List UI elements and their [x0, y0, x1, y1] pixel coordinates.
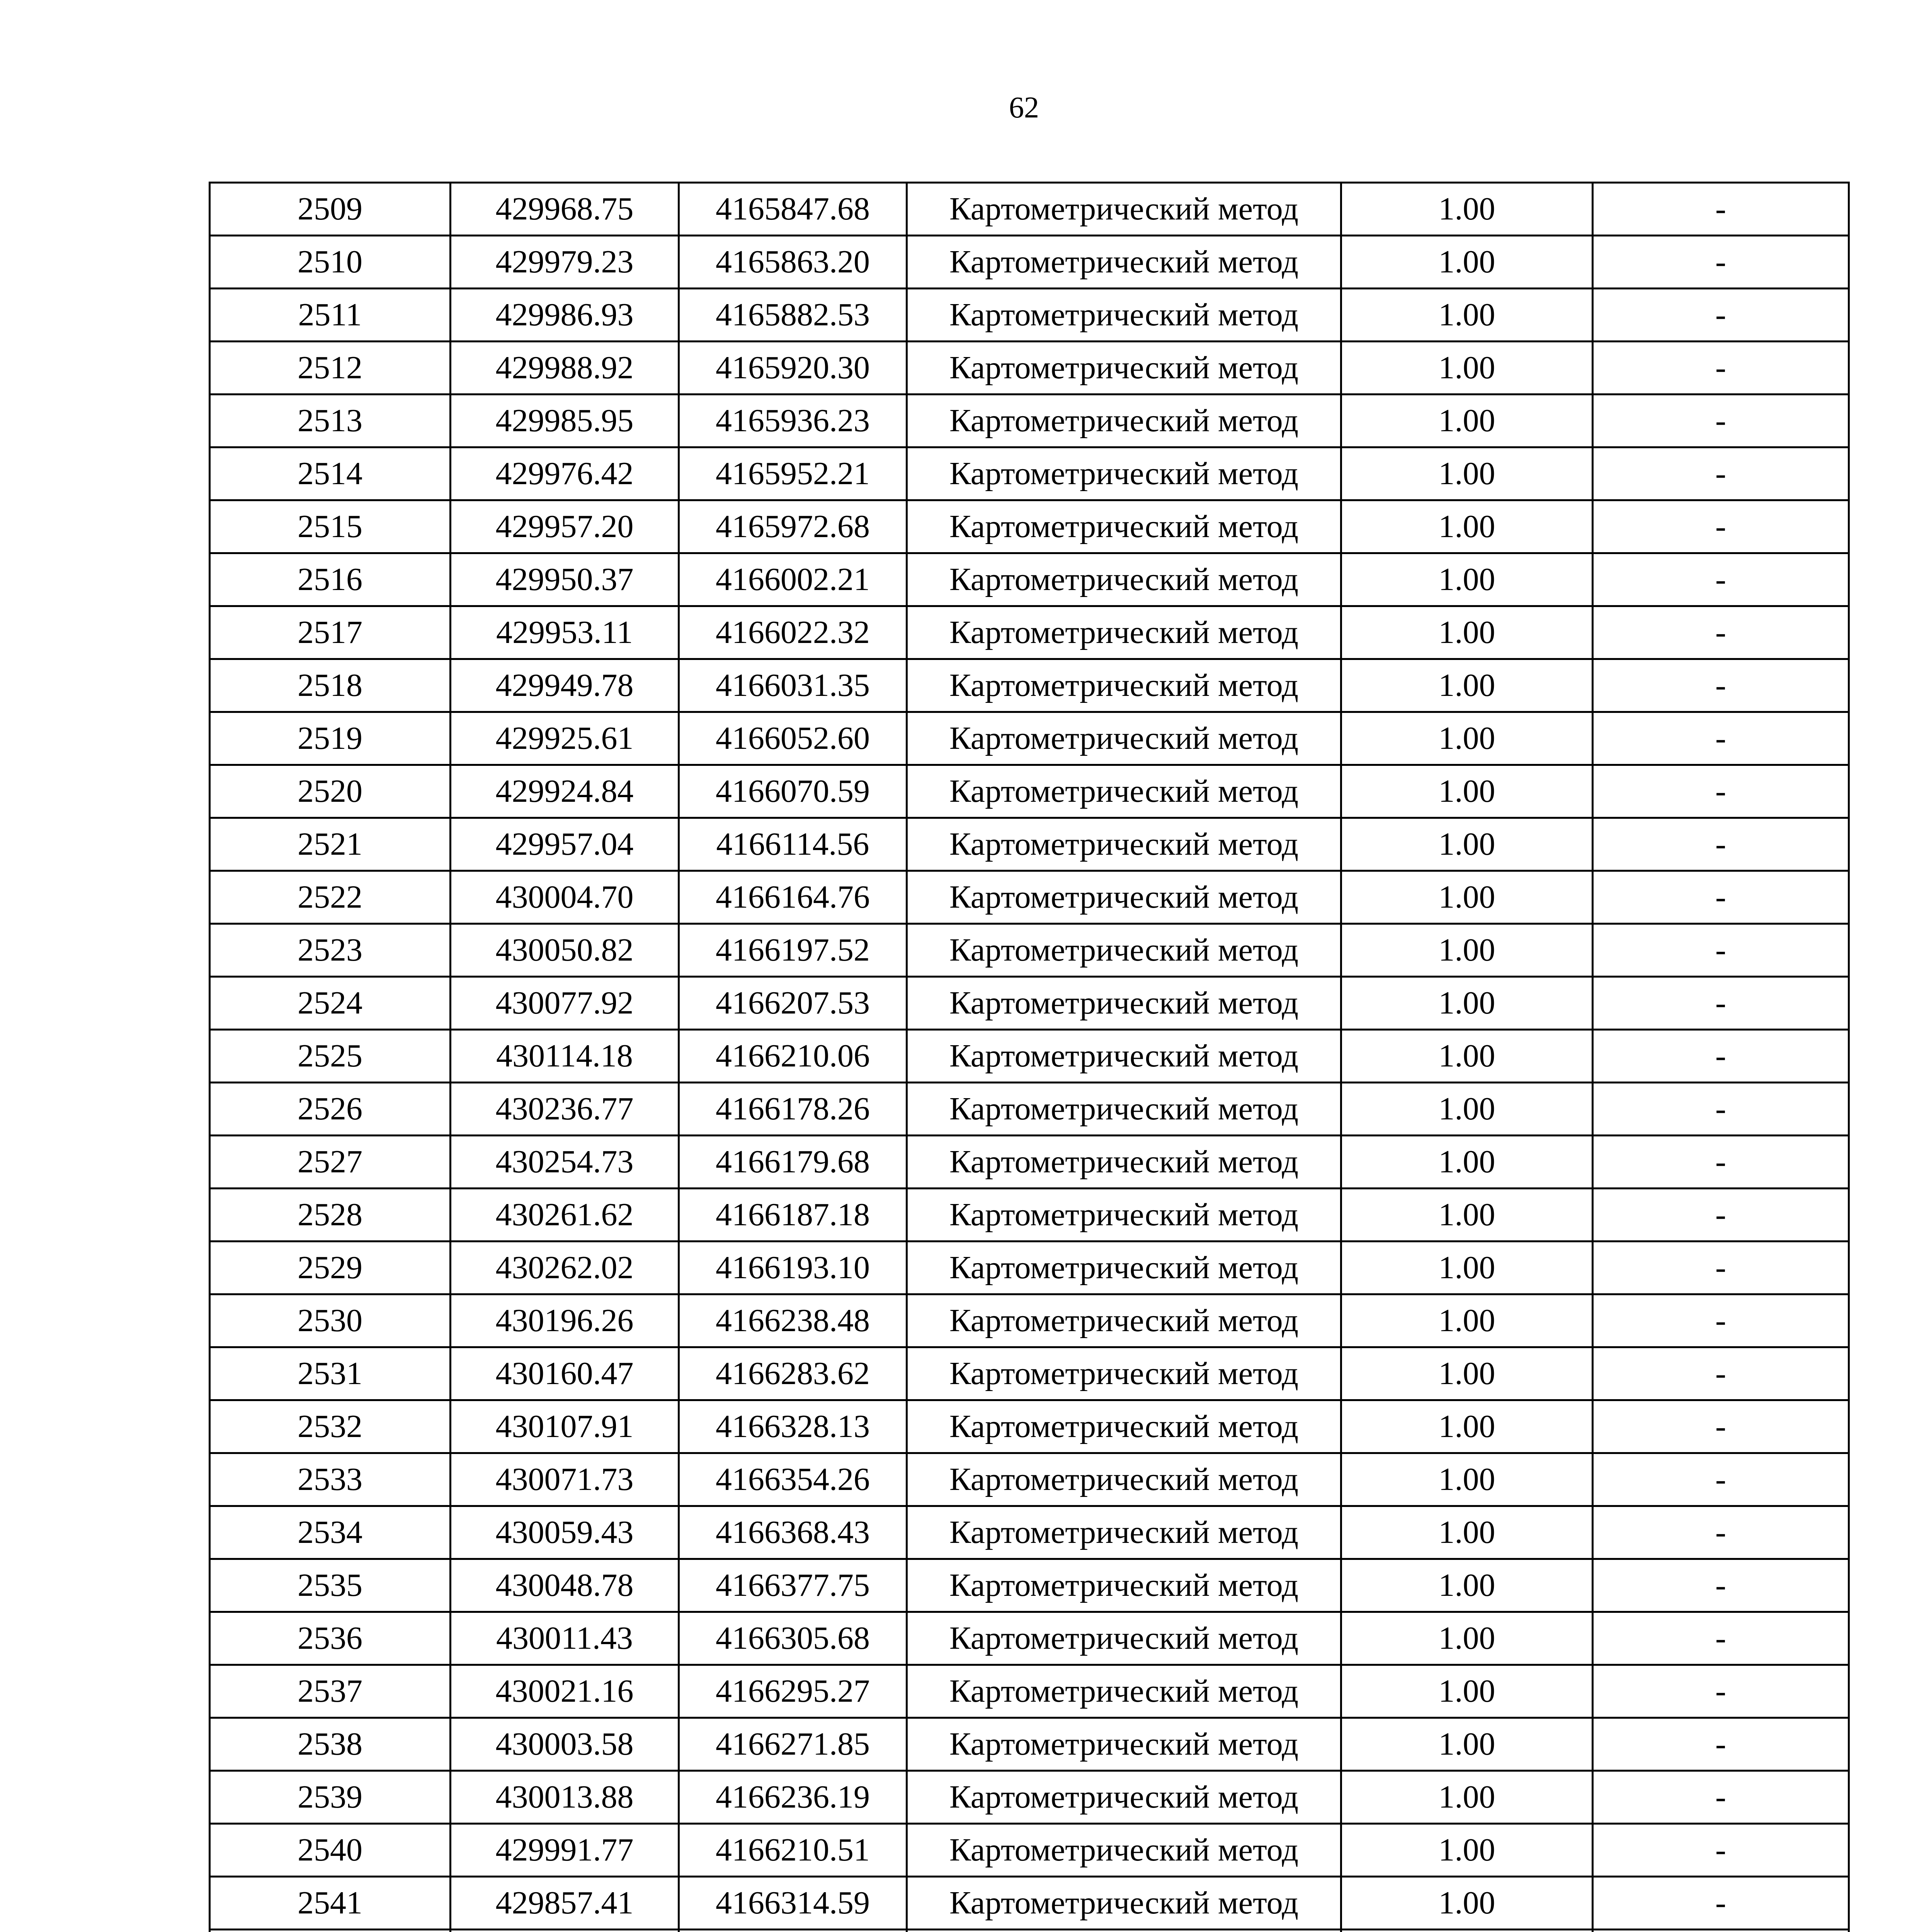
- accuracy-cell: 1.00: [1341, 447, 1593, 500]
- description-cell: -: [1593, 447, 1849, 500]
- y-coordinate-cell: 4166368.43: [679, 1506, 907, 1559]
- accuracy-cell: 1.00: [1341, 1347, 1593, 1400]
- table-row: [210, 765, 1849, 818]
- table-row: [210, 871, 1849, 924]
- table-row: [210, 236, 1849, 289]
- description-cell: -: [1593, 1771, 1849, 1824]
- method-cell: Картометрический метод: [907, 183, 1341, 236]
- point-number-cell: 2533: [210, 1453, 451, 1506]
- accuracy-cell: 1.00: [1341, 659, 1593, 712]
- table-row: [210, 553, 1849, 606]
- point-number-cell: 2529: [210, 1242, 451, 1294]
- table-row: [210, 1506, 1849, 1559]
- description-cell: -: [1593, 1612, 1849, 1665]
- description-cell: -: [1593, 871, 1849, 924]
- table-row: [210, 1930, 1849, 1932]
- x-coordinate-cell: 429976.42: [451, 447, 679, 500]
- coordinates-table: [209, 182, 1850, 1932]
- x-coordinate-cell: 429925.61: [451, 712, 679, 765]
- y-coordinate-cell: 4166193.10: [679, 1242, 907, 1294]
- y-coordinate-cell: 4166283.62: [679, 1347, 907, 1400]
- point-number-cell: 2515: [210, 500, 451, 553]
- method-cell: Картометрический метод: [907, 553, 1341, 606]
- method-cell: Картометрический метод: [907, 1242, 1341, 1294]
- x-coordinate-cell: 430261.62: [451, 1189, 679, 1242]
- point-number-cell: 2514: [210, 447, 451, 500]
- point-number-cell: 2530: [210, 1294, 451, 1347]
- y-coordinate-cell: 4165847.68: [679, 183, 907, 236]
- description-cell: -: [1593, 395, 1849, 447]
- x-coordinate-cell: [451, 1930, 679, 1932]
- description-cell: -: [1593, 1824, 1849, 1877]
- x-coordinate-cell: 430262.02: [451, 1242, 679, 1294]
- x-coordinate-cell: 430114.18: [451, 1030, 679, 1083]
- point-number-cell: 2540: [210, 1824, 451, 1877]
- method-cell: Картометрический метод: [907, 1559, 1341, 1612]
- table-row: [210, 289, 1849, 342]
- table-row: [210, 1347, 1849, 1400]
- point-number-cell: 2518: [210, 659, 451, 712]
- table-row: [210, 1030, 1849, 1083]
- description-cell: -: [1593, 659, 1849, 712]
- method-cell: Картометрический метод: [907, 500, 1341, 553]
- table-row: [210, 1453, 1849, 1506]
- method-cell: Картометрический метод: [907, 1771, 1341, 1824]
- table-row: [210, 447, 1849, 500]
- description-cell: -: [1593, 1877, 1849, 1930]
- accuracy-cell: 1.00: [1341, 1877, 1593, 1930]
- method-cell: Картометрический метод: [907, 1400, 1341, 1453]
- description-cell: -: [1593, 818, 1849, 871]
- accuracy-cell: 1.00: [1341, 712, 1593, 765]
- y-coordinate-cell: 4166238.48: [679, 1294, 907, 1347]
- point-number-cell: 2534: [210, 1506, 451, 1559]
- description-cell: -: [1593, 1400, 1849, 1453]
- table-row: [210, 606, 1849, 659]
- y-coordinate-cell: 4166179.68: [679, 1136, 907, 1189]
- table-row: [210, 1136, 1849, 1189]
- y-coordinate-cell: 4166236.19: [679, 1771, 907, 1824]
- y-coordinate-cell: 4166070.59: [679, 765, 907, 818]
- point-number-cell: 2524: [210, 977, 451, 1030]
- method-cell: Картометрический метод: [907, 395, 1341, 447]
- y-coordinate-cell: 4166114.56: [679, 818, 907, 871]
- table-row: [210, 1665, 1849, 1718]
- x-coordinate-cell: 429979.23: [451, 236, 679, 289]
- y-coordinate-cell: 4166305.68: [679, 1612, 907, 1665]
- x-coordinate-cell: 429949.78: [451, 659, 679, 712]
- x-coordinate-cell: 429924.84: [451, 765, 679, 818]
- x-coordinate-cell: 429953.11: [451, 606, 679, 659]
- point-number-cell: 2520: [210, 765, 451, 818]
- description-cell: -: [1593, 500, 1849, 553]
- table-row: [210, 1824, 1849, 1877]
- table-row: [210, 1242, 1849, 1294]
- y-coordinate-cell: 4165952.21: [679, 447, 907, 500]
- accuracy-cell: 1.00: [1341, 977, 1593, 1030]
- y-coordinate-cell: 4166328.13: [679, 1400, 907, 1453]
- x-coordinate-cell: 430196.26: [451, 1294, 679, 1347]
- method-cell: Картометрический метод: [907, 236, 1341, 289]
- x-coordinate-cell: 429957.20: [451, 500, 679, 553]
- x-coordinate-cell: 429988.92: [451, 342, 679, 395]
- description-cell: -: [1593, 342, 1849, 395]
- method-cell: Картометрический метод: [907, 1189, 1341, 1242]
- method-cell: Картометрический метод: [907, 1718, 1341, 1771]
- method-cell: [907, 1930, 1341, 1932]
- table-row: [210, 1771, 1849, 1824]
- y-coordinate-cell: 4165936.23: [679, 395, 907, 447]
- description-cell: -: [1593, 1242, 1849, 1294]
- description-cell: -: [1593, 924, 1849, 977]
- description-cell: -: [1593, 765, 1849, 818]
- x-coordinate-cell: 430004.70: [451, 871, 679, 924]
- x-coordinate-cell: 430059.43: [451, 1506, 679, 1559]
- y-coordinate-cell: 4166354.26: [679, 1453, 907, 1506]
- page-number: 62: [1009, 90, 1039, 124]
- table-row: [210, 659, 1849, 712]
- method-cell: Картометрический метод: [907, 1083, 1341, 1136]
- accuracy-cell: 1.00: [1341, 1083, 1593, 1136]
- x-coordinate-cell: 430160.47: [451, 1347, 679, 1400]
- accuracy-cell: 1.00: [1341, 553, 1593, 606]
- table-row: [210, 1294, 1849, 1347]
- description-cell: -: [1593, 1294, 1849, 1347]
- accuracy-cell: 1.00: [1341, 1506, 1593, 1559]
- x-coordinate-cell: 430021.16: [451, 1665, 679, 1718]
- method-cell: Картометрический метод: [907, 924, 1341, 977]
- description-cell: -: [1593, 977, 1849, 1030]
- y-coordinate-cell: 4166197.52: [679, 924, 907, 977]
- accuracy-cell: 1.00: [1341, 289, 1593, 342]
- accuracy-cell: 1.00: [1341, 1665, 1593, 1718]
- point-number-cell: 2512: [210, 342, 451, 395]
- y-coordinate-cell: 4166314.59: [679, 1877, 907, 1930]
- point-number-cell: 2526: [210, 1083, 451, 1136]
- accuracy-cell: 1.00: [1341, 818, 1593, 871]
- table-row: [210, 1877, 1849, 1930]
- x-coordinate-cell: 430071.73: [451, 1453, 679, 1506]
- description-cell: [1593, 1930, 1849, 1932]
- x-coordinate-cell: 430236.77: [451, 1083, 679, 1136]
- point-number-cell: 2527: [210, 1136, 451, 1189]
- method-cell: Картометрический метод: [907, 659, 1341, 712]
- table-row: [210, 924, 1849, 977]
- point-number-cell: 2522: [210, 871, 451, 924]
- y-coordinate-cell: 4166210.51: [679, 1824, 907, 1877]
- x-coordinate-cell: 429957.04: [451, 818, 679, 871]
- point-number-cell: 2513: [210, 395, 451, 447]
- y-coordinate-cell: 4166377.75: [679, 1559, 907, 1612]
- accuracy-cell: 1.00: [1341, 1718, 1593, 1771]
- method-cell: Картометрический метод: [907, 606, 1341, 659]
- method-cell: Картометрический метод: [907, 1665, 1341, 1718]
- description-cell: -: [1593, 289, 1849, 342]
- accuracy-cell: 1.00: [1341, 924, 1593, 977]
- point-number-cell: 2532: [210, 1400, 451, 1453]
- method-cell: Картометрический метод: [907, 1612, 1341, 1665]
- method-cell: Картометрический метод: [907, 1506, 1341, 1559]
- accuracy-cell: 1.00: [1341, 1136, 1593, 1189]
- table-row: [210, 395, 1849, 447]
- description-cell: -: [1593, 236, 1849, 289]
- accuracy-cell: 1.00: [1341, 1242, 1593, 1294]
- x-coordinate-cell: 430077.92: [451, 977, 679, 1030]
- point-number-cell: [210, 1930, 451, 1932]
- x-coordinate-cell: 429857.41: [451, 1877, 679, 1930]
- description-cell: -: [1593, 1665, 1849, 1718]
- point-number-cell: 2538: [210, 1718, 451, 1771]
- y-coordinate-cell: 4166187.18: [679, 1189, 907, 1242]
- y-coordinate-cell: 4166002.21: [679, 553, 907, 606]
- method-cell: Картометрический метод: [907, 1824, 1341, 1877]
- table-row: [210, 1400, 1849, 1453]
- x-coordinate-cell: 429985.95: [451, 395, 679, 447]
- x-coordinate-cell: 430050.82: [451, 924, 679, 977]
- table-row: [210, 1559, 1849, 1612]
- method-cell: Картометрический метод: [907, 1030, 1341, 1083]
- accuracy-cell: [1341, 1930, 1593, 1932]
- method-cell: Картометрический метод: [907, 1453, 1341, 1506]
- point-number-cell: 2541: [210, 1877, 451, 1930]
- y-coordinate-cell: 4165972.68: [679, 500, 907, 553]
- accuracy-cell: 1.00: [1341, 871, 1593, 924]
- method-cell: Картометрический метод: [907, 1877, 1341, 1930]
- table-row: [210, 183, 1849, 236]
- accuracy-cell: 1.00: [1341, 183, 1593, 236]
- point-number-cell: 2523: [210, 924, 451, 977]
- point-number-cell: 2539: [210, 1771, 451, 1824]
- table-row: [210, 818, 1849, 871]
- x-coordinate-cell: 430003.58: [451, 1718, 679, 1771]
- description-cell: -: [1593, 1083, 1849, 1136]
- description-cell: -: [1593, 553, 1849, 606]
- method-cell: Картометрический метод: [907, 818, 1341, 871]
- x-coordinate-cell: 429991.77: [451, 1824, 679, 1877]
- accuracy-cell: 1.00: [1341, 1559, 1593, 1612]
- accuracy-cell: 1.00: [1341, 1400, 1593, 1453]
- table-row: [210, 712, 1849, 765]
- table-row: [210, 1189, 1849, 1242]
- method-cell: Картометрический метод: [907, 342, 1341, 395]
- accuracy-cell: 1.00: [1341, 606, 1593, 659]
- accuracy-cell: 1.00: [1341, 1771, 1593, 1824]
- method-cell: Картометрический метод: [907, 1294, 1341, 1347]
- method-cell: Картометрический метод: [907, 1347, 1341, 1400]
- description-cell: -: [1593, 1453, 1849, 1506]
- table-row: [210, 500, 1849, 553]
- point-number-cell: 2528: [210, 1189, 451, 1242]
- y-coordinate-cell: 4166052.60: [679, 712, 907, 765]
- description-cell: -: [1593, 712, 1849, 765]
- accuracy-cell: 1.00: [1341, 1824, 1593, 1877]
- point-number-cell: 2525: [210, 1030, 451, 1083]
- y-coordinate-cell: 4166207.53: [679, 977, 907, 1030]
- x-coordinate-cell: 429950.37: [451, 553, 679, 606]
- x-coordinate-cell: 429968.75: [451, 183, 679, 236]
- description-cell: -: [1593, 1718, 1849, 1771]
- point-number-cell: 2510: [210, 236, 451, 289]
- point-number-cell: 2519: [210, 712, 451, 765]
- y-coordinate-cell: 4165882.53: [679, 289, 907, 342]
- table-row: [210, 1083, 1849, 1136]
- accuracy-cell: 1.00: [1341, 500, 1593, 553]
- x-coordinate-cell: 430254.73: [451, 1136, 679, 1189]
- method-cell: Картометрический метод: [907, 977, 1341, 1030]
- method-cell: Картометрический метод: [907, 712, 1341, 765]
- y-coordinate-cell: 4166210.06: [679, 1030, 907, 1083]
- y-coordinate-cell: 4166178.26: [679, 1083, 907, 1136]
- accuracy-cell: 1.00: [1341, 395, 1593, 447]
- x-coordinate-cell: 429986.93: [451, 289, 679, 342]
- accuracy-cell: 1.00: [1341, 765, 1593, 818]
- accuracy-cell: 1.00: [1341, 342, 1593, 395]
- x-coordinate-cell: 430107.91: [451, 1400, 679, 1453]
- table-row: [210, 342, 1849, 395]
- description-cell: -: [1593, 183, 1849, 236]
- x-coordinate-cell: 430013.88: [451, 1771, 679, 1824]
- y-coordinate-cell: [679, 1930, 907, 1932]
- coordinates-table-body: [210, 183, 1849, 1932]
- description-cell: -: [1593, 606, 1849, 659]
- x-coordinate-cell: 430011.43: [451, 1612, 679, 1665]
- accuracy-cell: 1.00: [1341, 1189, 1593, 1242]
- method-cell: Картометрический метод: [907, 447, 1341, 500]
- description-cell: -: [1593, 1559, 1849, 1612]
- y-coordinate-cell: 4166022.32: [679, 606, 907, 659]
- description-cell: -: [1593, 1030, 1849, 1083]
- accuracy-cell: 1.00: [1341, 1612, 1593, 1665]
- accuracy-cell: 1.00: [1341, 1453, 1593, 1506]
- x-coordinate-cell: 430048.78: [451, 1559, 679, 1612]
- method-cell: Картометрический метод: [907, 1136, 1341, 1189]
- method-cell: Картометрический метод: [907, 871, 1341, 924]
- method-cell: Картометрический метод: [907, 765, 1341, 818]
- point-number-cell: 2535: [210, 1559, 451, 1612]
- point-number-cell: 2517: [210, 606, 451, 659]
- y-coordinate-cell: 4166164.76: [679, 871, 907, 924]
- point-number-cell: 2516: [210, 553, 451, 606]
- table-row: [210, 977, 1849, 1030]
- accuracy-cell: 1.00: [1341, 1294, 1593, 1347]
- y-coordinate-cell: 4166271.85: [679, 1718, 907, 1771]
- accuracy-cell: 1.00: [1341, 236, 1593, 289]
- table-row: [210, 1718, 1849, 1771]
- point-number-cell: 2531: [210, 1347, 451, 1400]
- description-cell: -: [1593, 1189, 1849, 1242]
- y-coordinate-cell: 4165920.30: [679, 342, 907, 395]
- table-row: [210, 1612, 1849, 1665]
- description-cell: -: [1593, 1347, 1849, 1400]
- method-cell: Картометрический метод: [907, 289, 1341, 342]
- point-number-cell: 2509: [210, 183, 451, 236]
- point-number-cell: 2536: [210, 1612, 451, 1665]
- y-coordinate-cell: 4166295.27: [679, 1665, 907, 1718]
- point-number-cell: 2537: [210, 1665, 451, 1718]
- y-coordinate-cell: 4165863.20: [679, 236, 907, 289]
- description-cell: -: [1593, 1506, 1849, 1559]
- accuracy-cell: 1.00: [1341, 1030, 1593, 1083]
- description-cell: -: [1593, 1136, 1849, 1189]
- y-coordinate-cell: 4166031.35: [679, 659, 907, 712]
- point-number-cell: 2511: [210, 289, 451, 342]
- point-number-cell: 2521: [210, 818, 451, 871]
